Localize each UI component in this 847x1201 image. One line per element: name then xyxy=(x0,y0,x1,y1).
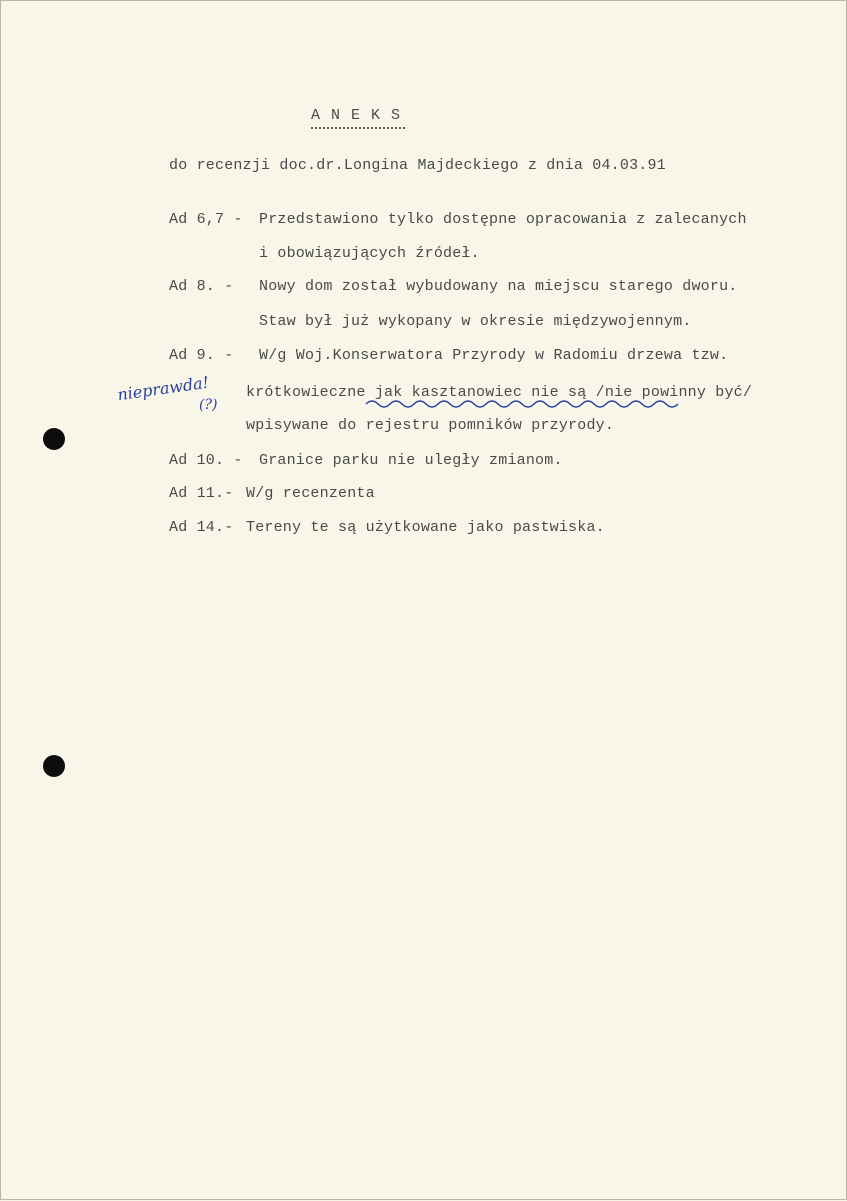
item-text-6-7-line1: Przedstawiono tylko dostępne opracowania z zalecanych xyxy=(259,211,747,228)
margin-note-line1: nieprawda! xyxy=(116,372,211,405)
item-text-8-line1: Nowy dom został wybudowany na miejscu starego dworu. xyxy=(259,278,738,295)
item-text-14: Tereny te są użytkowane jako pastwiska. xyxy=(246,519,605,536)
wavy-underline-annotation xyxy=(1,1,847,1201)
punch-hole-bottom xyxy=(43,755,65,777)
item-prefix-11: Ad 11.- xyxy=(169,485,234,502)
item-text-10: Granice parku nie uległy zmianom. xyxy=(259,452,563,469)
item-prefix-9: Ad 9. - xyxy=(169,347,234,364)
item-prefix-8: Ad 8. - xyxy=(169,278,234,295)
margin-note-line2: (?) xyxy=(199,397,218,413)
item-text-11: W/g recenzenta xyxy=(246,485,375,502)
wavy-line xyxy=(366,401,678,407)
item-text-8-line2: Staw był już wykopany w okresie międzywojennym. xyxy=(259,313,692,330)
item-text-9-line2: krótkowieczne jak kasztanowiec nie są /nie powinny być/ xyxy=(246,384,753,401)
item-prefix-14: Ad 14.- xyxy=(169,519,234,536)
document-subtitle: do recenzji doc.dr.Longina Majdeckiego z dnia 04.03.91 xyxy=(169,157,666,174)
item-prefix-10: Ad 10. - xyxy=(169,452,243,469)
title-underline xyxy=(311,127,405,129)
item-text-9-line3: wpisywane do rejestru pomników przyrody. xyxy=(246,417,615,434)
item-text-6-7-line2: i obowiązujących źródeł. xyxy=(259,245,480,262)
document-title: A N E K S xyxy=(311,107,402,124)
punch-hole-top xyxy=(43,428,65,450)
item-text-9-line1: W/g Woj.Konserwatora Przyrody w Radomiu drzewa tzw. xyxy=(259,347,729,364)
item-prefix-6-7: Ad 6,7 - xyxy=(169,211,243,228)
